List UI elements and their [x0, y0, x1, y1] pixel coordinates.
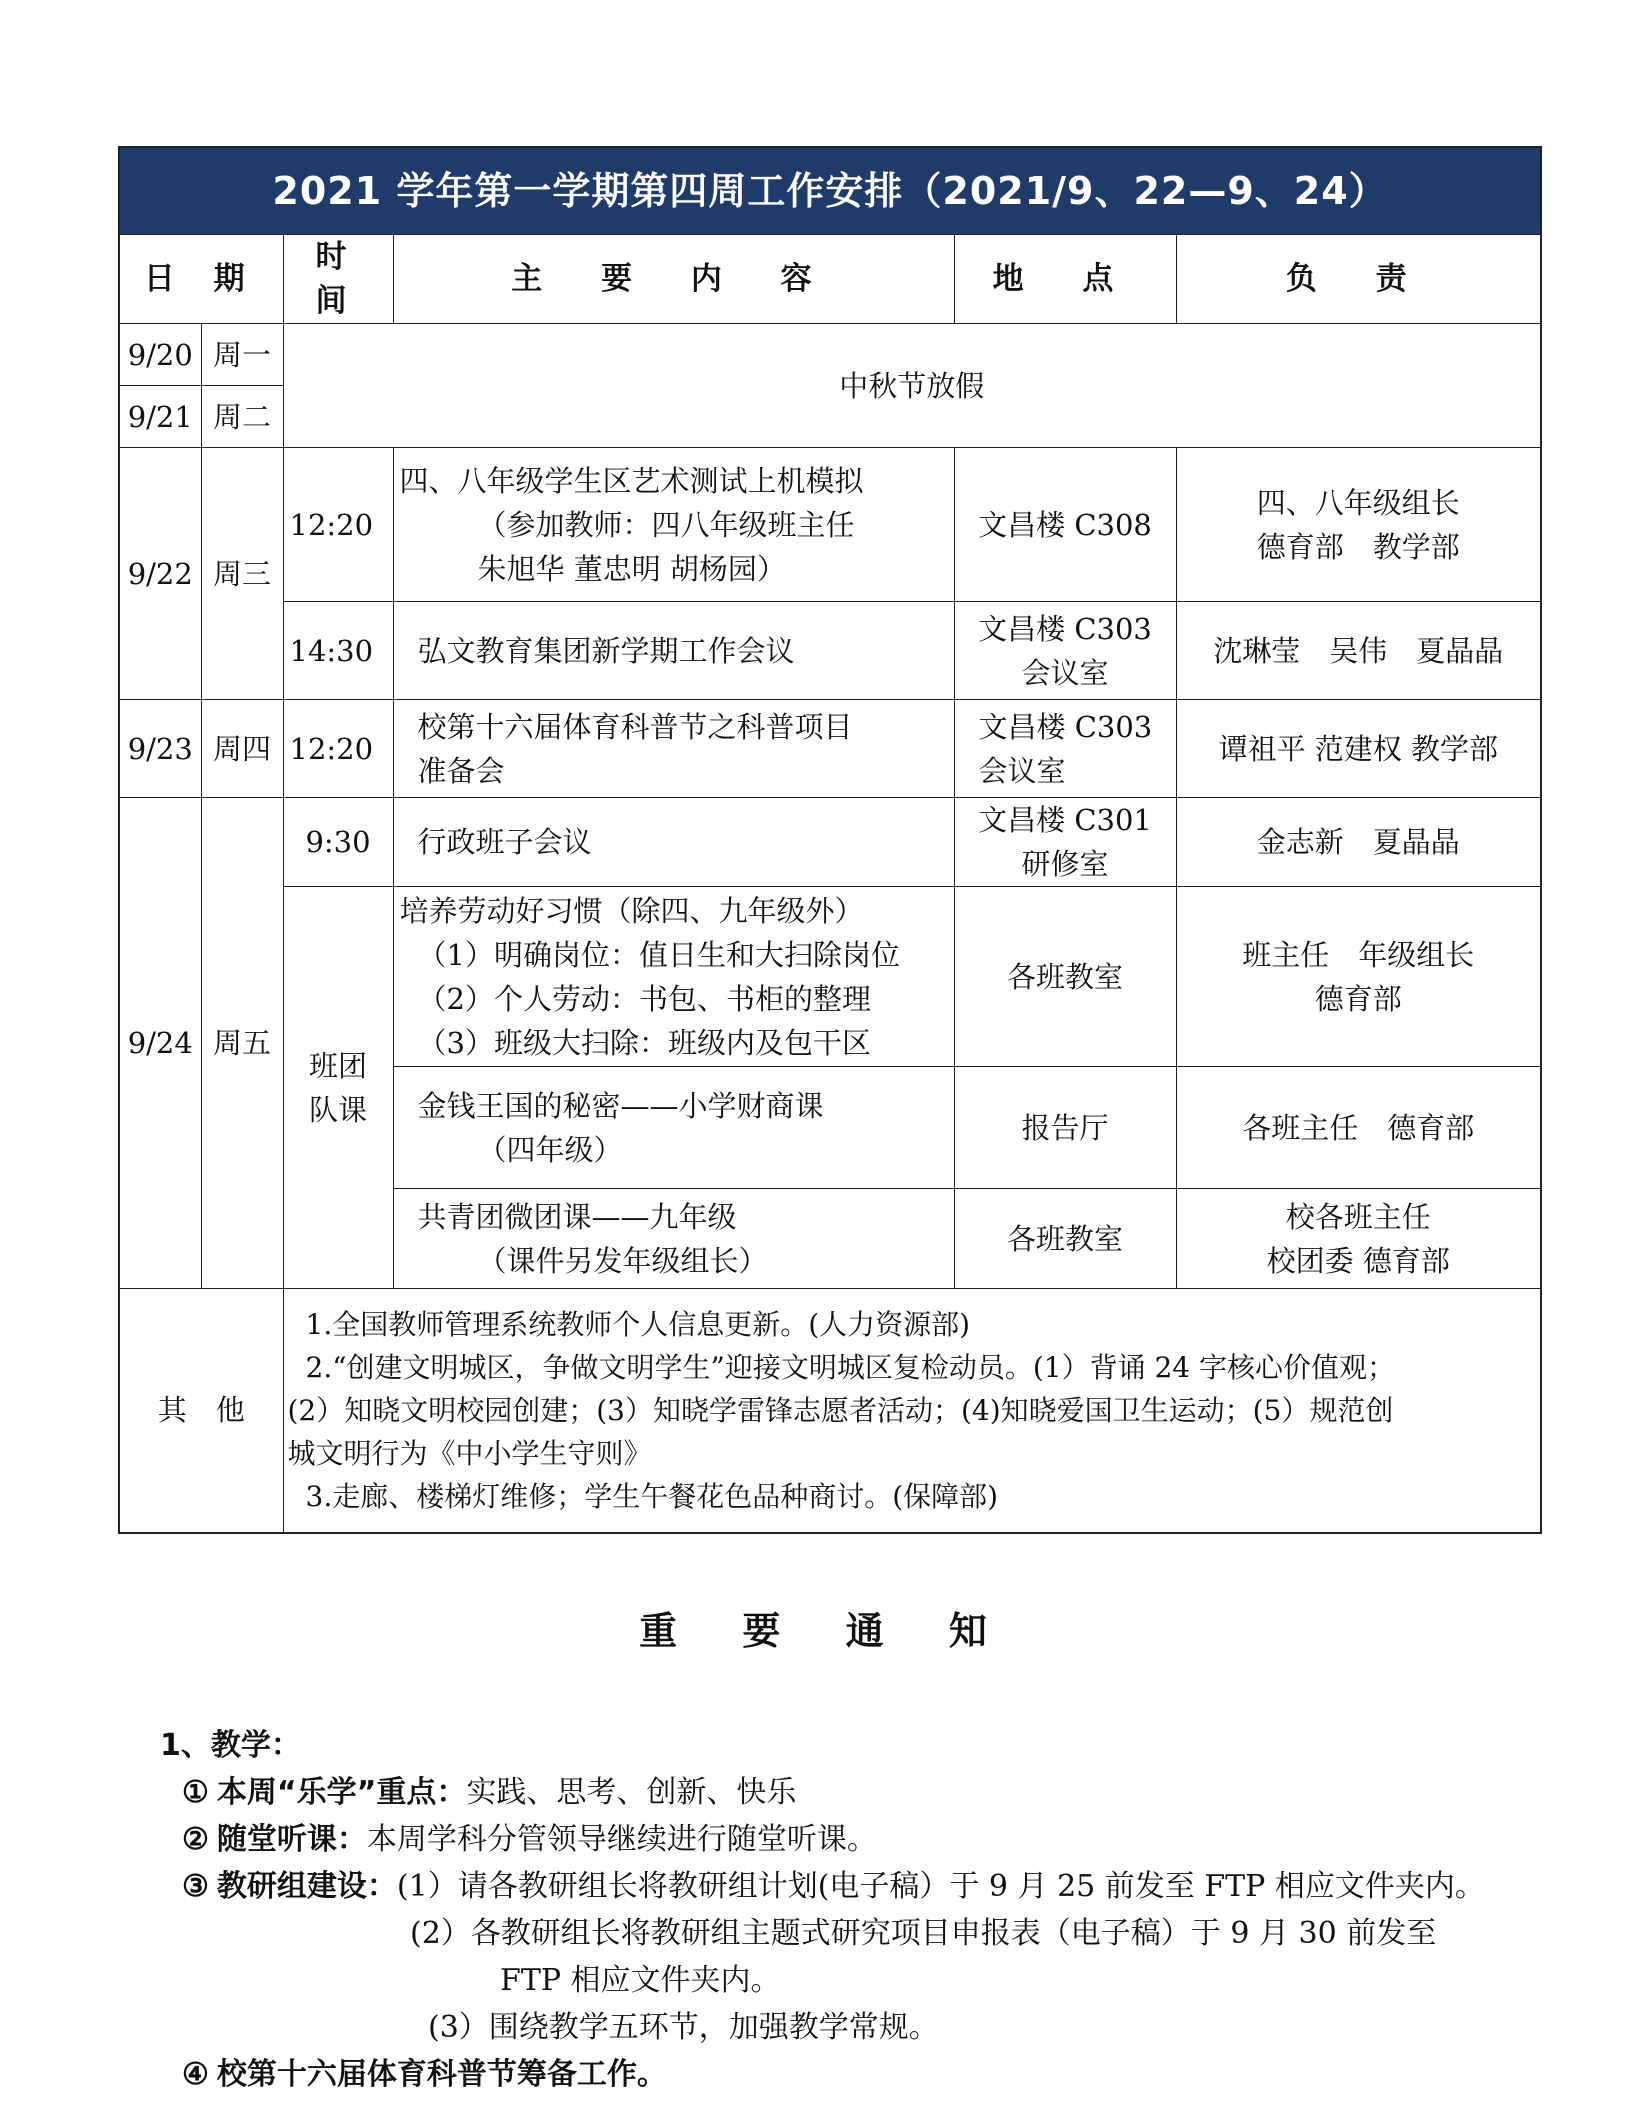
owner-line: 德育部 [1314, 981, 1402, 1016]
table-row-other [119, 1289, 1541, 1533]
content-line: （课件另发年级组长） [477, 1243, 768, 1278]
row-owner [1176, 1189, 1541, 1289]
header-content: 主 要 内 容 [393, 235, 954, 324]
content-line: （2）个人劳动：书包、书柜的整理 [417, 981, 871, 1016]
item-text: (1）请各教研组长将教研组计划(电子稿）于 9 月 25 前发至 FTP 相应文件夹内。 [396, 1869, 1485, 1904]
place-line: 文昌楼 C303 [978, 709, 1153, 744]
owner-line: 班主任 年级组长 [1242, 937, 1475, 972]
time-line: 队课 [308, 1092, 367, 1127]
item-text: (2）各教研组长将教研组主题式研究项目申报表（电子稿）于 9 月 30 前发至 [410, 1916, 1437, 1951]
content-line: 准备会 [417, 753, 505, 788]
item-label: 校第十六届体育科普节筹备工作。 [216, 2057, 667, 2092]
row-content [393, 887, 954, 1067]
row-content [393, 700, 954, 798]
row-time [283, 887, 393, 1289]
row-time: 14:30 [283, 602, 393, 700]
item-number: ③ [182, 1869, 209, 1904]
row-day: 周一 [201, 324, 283, 386]
row-date: 9/24 [119, 798, 201, 1289]
notice-item [160, 2051, 1560, 2098]
time-line: 班团 [308, 1048, 367, 1083]
header-place: 地 点 [954, 235, 1176, 324]
row-content [393, 1189, 954, 1289]
owner-line: 德育部 教学部 [1256, 529, 1460, 564]
place-line: 会议室 [978, 753, 1066, 788]
row-place [954, 798, 1176, 887]
place-line: 研修室 [1021, 847, 1109, 881]
row-time: 12:20 [283, 700, 393, 798]
owner-line: 校各班主任 [1285, 1199, 1431, 1234]
notice-title: 重 要 通 知 [639, 1609, 1013, 1653]
item-number: ② [182, 1822, 209, 1857]
place-line: 会议室 [1021, 655, 1109, 690]
other-line: 城文明行为《中小学生守则》 [287, 1436, 652, 1470]
owner-line: 校团委 德育部 [1266, 1243, 1450, 1278]
place-line: 文昌楼 C303 [978, 611, 1152, 646]
row-date: 9/22 [119, 448, 201, 700]
holiday-cell: 中秋节放假 [283, 324, 1541, 448]
row-time: 9:30 [283, 798, 393, 887]
row-day: 周二 [201, 386, 283, 448]
row-owner [1176, 448, 1541, 602]
row-date: 9/20 [119, 324, 201, 386]
row-owner [1176, 887, 1541, 1067]
content-line: （四年级） [477, 1132, 623, 1167]
table-row [119, 448, 1541, 602]
item-number: ① [182, 1775, 209, 1810]
header-owner: 负 责 [1176, 235, 1541, 324]
notice-item [160, 1816, 1560, 1863]
row-day: 周三 [201, 448, 283, 700]
header-time: 时 间 [283, 235, 393, 324]
other-line: 1.全国教师管理系统教师个人信息更新。(人力资源部) [305, 1307, 971, 1341]
content-line: 培养劳动好习惯（除四、九年级外） [399, 893, 864, 928]
row-owner: 金志新 夏晶晶 [1176, 798, 1541, 887]
row-place [954, 602, 1176, 700]
other-line: (2）知晓文明校园创建；(3）知晓学雷锋志愿者活动；(4)知晓爱国卫生运动；(5）规范创 [287, 1393, 1394, 1427]
row-date: 9/21 [119, 386, 201, 448]
row-day: 周五 [201, 798, 283, 1289]
content-line: 金钱王国的秘密——小学财商课 [417, 1088, 824, 1123]
item-text: (3）围绕教学五环节，加强教学常规。 [428, 2010, 939, 2045]
content-line: 校第十六届体育科普节之科普项目 [417, 709, 853, 744]
notice-item [160, 1769, 1560, 1816]
row-place [954, 700, 1176, 798]
row-owner: 沈琳莹 吴伟 夏晶晶 [1176, 602, 1541, 700]
table-header-row [119, 235, 1541, 324]
other-label: 其 他 [119, 1289, 283, 1533]
content-line: 行政班子会议 [417, 825, 592, 859]
row-place: 各班教室 [954, 1189, 1176, 1289]
other-line: 3.走廊、楼梯灯维修；学生午餐花色品种商讨。(保障部) [305, 1479, 999, 1513]
row-content [393, 1067, 954, 1189]
item-text: FTP 相应文件夹内。 [500, 1963, 781, 1998]
content-line: （1）明确岗位：值日生和大扫除岗位 [417, 937, 900, 972]
content-line: 四、八年级学生区艺术测试上机模拟 [399, 463, 864, 498]
row-content [393, 798, 954, 887]
row-content [393, 448, 954, 602]
row-time: 12:20 [283, 448, 393, 602]
row-date: 9/23 [119, 700, 201, 798]
row-content [393, 602, 954, 700]
item-label: 随堂听课： [216, 1822, 367, 1857]
row-place: 各班教室 [954, 887, 1176, 1067]
item-text: 实践、思考、创新、快乐 [466, 1775, 797, 1810]
row-owner: 谭祖平 范建权 教学部 [1176, 700, 1541, 798]
notice-item [160, 1863, 1560, 1910]
content-line: 弘文教育集团新学期工作会议 [417, 633, 795, 668]
content-line: 共青团微团课——九年级 [417, 1199, 737, 1234]
table-row [119, 887, 1541, 1067]
table-title: 2021 学年第一学期第四周工作安排（2021/9、22—9、24） [119, 147, 1541, 235]
row-place: 报告厅 [954, 1067, 1176, 1189]
item-label: 本周“乐学”重点： [216, 1775, 467, 1810]
content-line: （3）班级大扫除：班级内及包干区 [417, 1025, 871, 1060]
section-heading: 1、教学： [160, 1728, 301, 1763]
schedule-table [118, 146, 1542, 1534]
notice-body [160, 1722, 1560, 2098]
row-place: 文昌楼 C308 [954, 448, 1176, 602]
place-line: 文昌楼 C301 [978, 803, 1152, 837]
row-day: 周四 [201, 700, 283, 798]
table-row [119, 602, 1541, 700]
table-row [119, 700, 1541, 798]
row-owner: 各班主任 德育部 [1176, 1067, 1541, 1189]
table-row [119, 798, 1541, 887]
table-row [119, 324, 1541, 386]
other-content [283, 1289, 1541, 1533]
other-line: 2.“创建文明城区，争做文明学生”迎接文明城区复检动员。(1）背诵 24 字核心价值观； [305, 1350, 1396, 1384]
item-text: 本周学科分管领导继续进行随堂听课。 [366, 1822, 877, 1857]
item-number: ④ [182, 2057, 209, 2092]
content-line: 朱旭华 董忠明 胡杨园） [477, 551, 786, 586]
item-label: 教研组建设： [216, 1869, 397, 1904]
table-title-row [119, 147, 1541, 235]
content-line: （参加教师：四八年级班主任 [477, 507, 855, 542]
owner-line: 四、八年级组长 [1256, 485, 1460, 520]
header-date: 日 期 [119, 235, 283, 324]
